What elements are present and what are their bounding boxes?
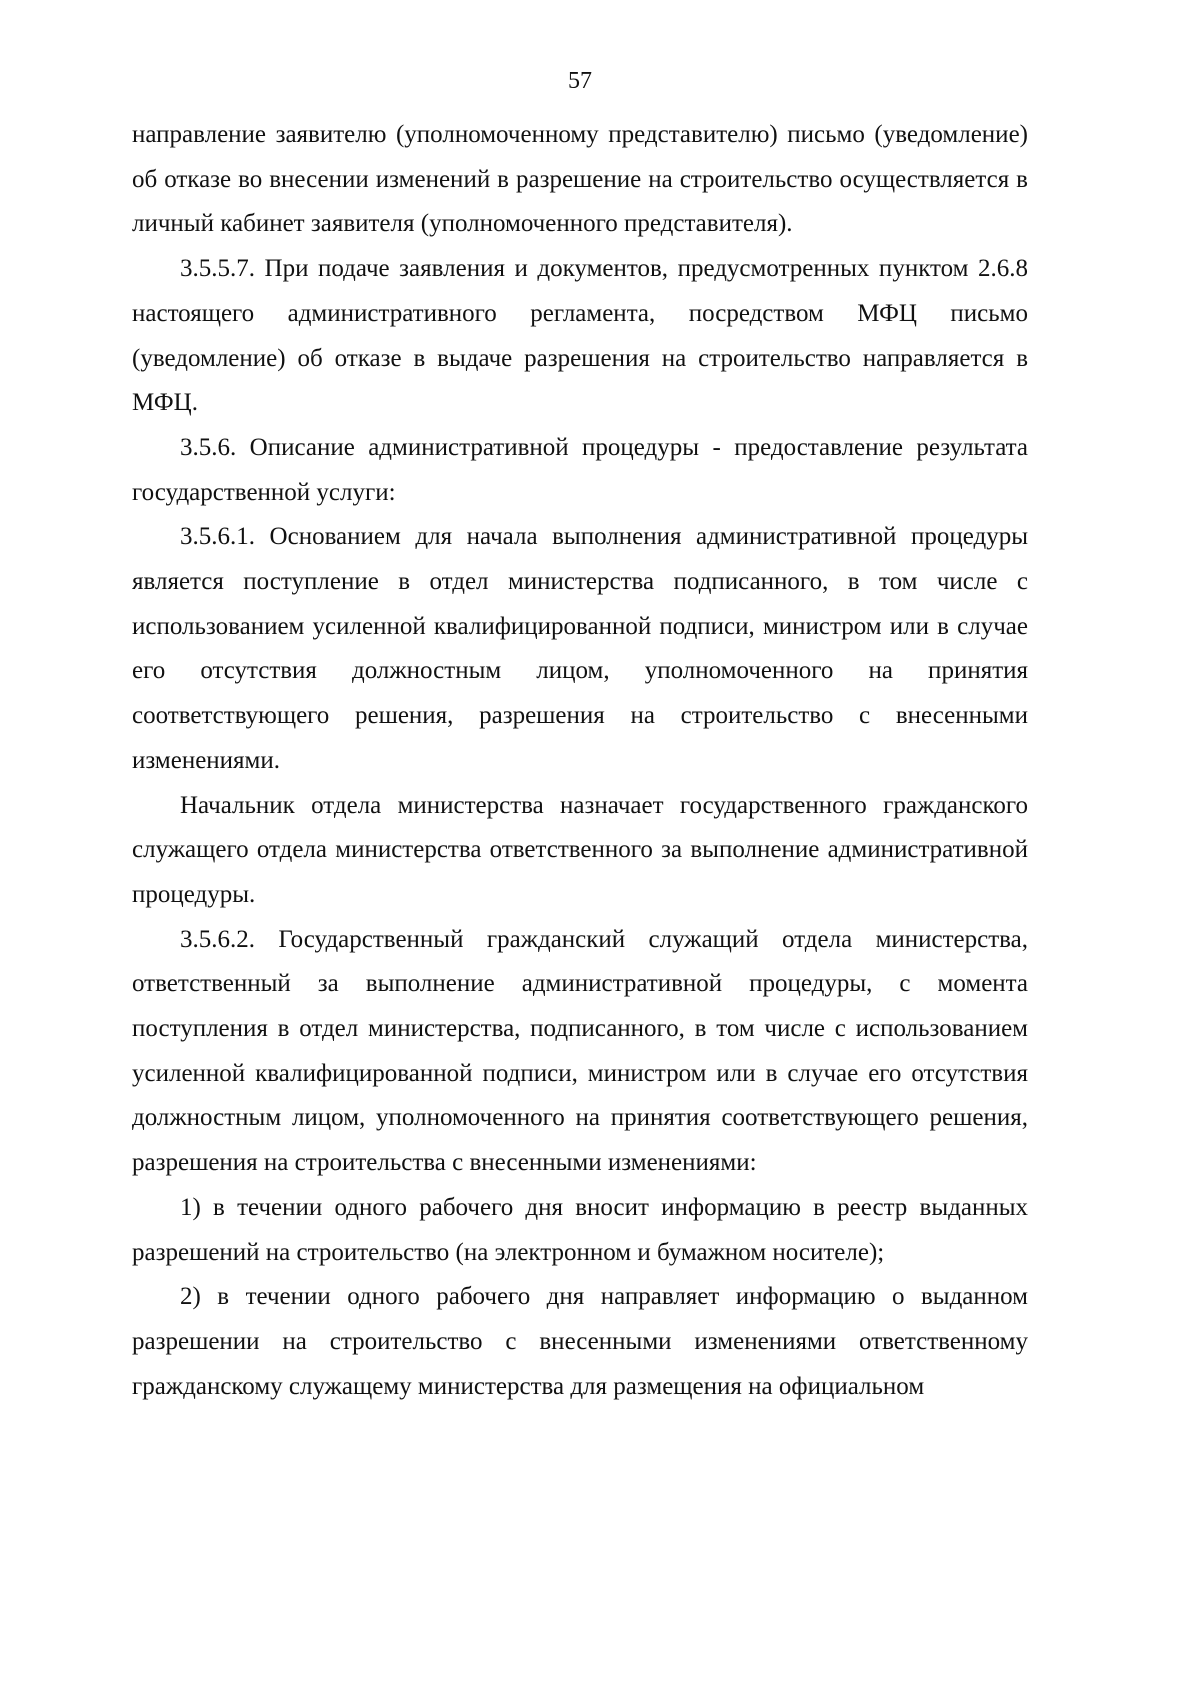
paragraph-3-5-6: 3.5.6. Описание административной процедуры - предоставление результата государственной услуги:	[132, 433, 1028, 506]
document-body	[132, 113, 1028, 1409]
list-item-2: 2) в течении одного рабочего дня направляет информацию о выданном разрешении на строительство с внесенными изменениями ответственному гражданскому служащему министерства для размещения на официальном	[132, 1283, 1028, 1400]
paragraph-3-5-6-1: 3.5.6.1. Основанием для начала выполнения административной процедуры является поступление в отдел министерства подписанного, в том числе с использованием усиленной квалифицированной подписи, министром или в случае его отсутствия должностным лицом, уполномоченного на принятия соответствующего решения, разрешения на строительство с внесенными изменениями.	[132, 523, 1028, 774]
paragraph-head-assigns: Начальник отдела министерства назначает государственного гражданского служащего отдела министерства ответственного за выполнение административной процедуры.	[132, 791, 1028, 908]
paragraph-continuation: направление заявителю (уполномоченному представителю) письмо (уведомление) об отказе во внесении изменений в разрешение на строительство осуществляется в личный кабинет заявителя (уполномоченного представителя).	[132, 121, 1028, 238]
paragraph-3-5-6-2: 3.5.6.2. Государственный гражданский служащий отдела министерства, ответственный за выполнение административной процедуры, с момента поступления в отдел министерства, подписанного, в том числе с использованием усиленной квалифицированной подписи, министром или в случае его отсутствия должностным лицом, уполномоченного на принятия соответствующего решения, разрешения на строительства с внесенными изменениями:	[132, 925, 1028, 1177]
list-item-1: 1) в течении одного рабочего дня вносит информацию в реестр выданных разрешений на строительство (на электронном и бумажном носителе);	[132, 1193, 1028, 1266]
page-number: 57	[568, 68, 592, 94]
paragraph-3-5-5-7: 3.5.5.7. При подаче заявления и документов, предусмотренных пунктом 2.6.8 настоящего административного регламента, посредством МФЦ письмо (уведомление) об отказе в выдаче разрешения на строительство направляется в МФЦ.	[132, 255, 1028, 417]
